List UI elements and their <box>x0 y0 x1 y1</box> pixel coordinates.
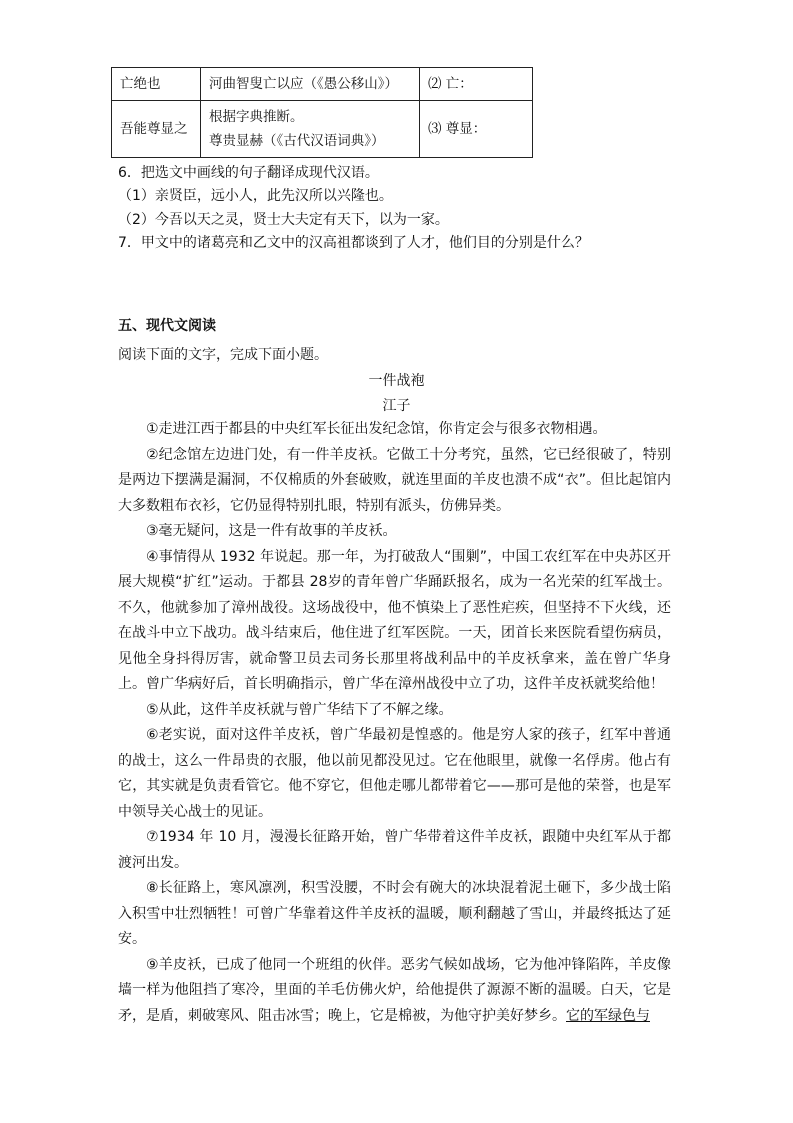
section-heading: 五、现代文阅读 <box>118 318 216 334</box>
paragraph: ①走进江西于都县的中央红军长征出发纪念馆，你肯定会与很多衣物相遇。 <box>146 421 607 437</box>
table-row <box>112 101 533 158</box>
table-cell-example: 河曲智叟亡以应（《愚公移山》） <box>201 68 420 101</box>
paragraph: ③毫无疑问，这是一件有故事的羊皮袄。 <box>146 523 397 539</box>
paragraph-text: ⑨羊皮袄，已成了他同一个班组的伙伴。恶劣气候如战场，它为他冲锋陷阵，羊皮像墙一样为他阻挡了寒冷，里面的羊毛仿佛火炉，给他提供了源源不断的温暖。白天，它是矛，是盾，刺破寒风、阻击冰雪；晚上，它是棉被，为他守护美好梦乡。 <box>118 956 671 1024</box>
example-line: 根据字典推断。 <box>209 109 304 125</box>
article-title: 一件战袍 <box>368 373 425 389</box>
table-cell-question: ⑶ 尊显： <box>420 101 533 158</box>
vocab-table <box>111 67 533 158</box>
article-author: 江子 <box>382 398 411 414</box>
example-line: 尊贵显赫（《古代汉语词典》） <box>209 133 385 149</box>
question-7: 7．甲文中的诸葛亮和乙文中的汉高祖都谈到了人才，他们目的分别是什么？ <box>118 235 589 251</box>
underlined-sentence: 它的军绿色与 <box>566 1007 650 1024</box>
question-6-item-2: （2）今吾以天之灵，贤士大夫定有天下，以为一家。 <box>118 212 449 228</box>
table-cell-example <box>201 101 420 158</box>
paragraph: ⑥老实说，面对这件羊皮袄，曾广华最初是惶惑的。他是穷人家的孩子，红军中普通的战士，这么一件昂贵的衣服，他以前见都没见过。它在他眼里，就像一名俘虏。他占有它，其实就是负责看管它。他不穿它，但他走哪儿都带着它——那可是他的荣誉，也是军中领导关心战士的见证。 <box>118 727 671 820</box>
paragraph: ⑦1934 年 10 月，漫漫长征路开始，曾广华带着这件羊皮袄，跟随中央红军从于都渡河出发。 <box>118 829 671 871</box>
question-6: 6．把选文中画线的句子翻译成现代汉语。 <box>118 165 379 181</box>
paragraph: ⑧长征路上，寒风凛冽，积雪没腰，不时会有碗大的冰块混着泥土砸下，多少战士陷入积雪中壮烈牺牲！可曾广华靠着这件羊皮袄的温暖，顺利翻越了雪山，并最终抵达了延安。 <box>118 880 671 947</box>
table-row <box>112 68 533 101</box>
table-cell-term: 亡绝也 <box>112 68 201 101</box>
question-6-item-1: （1）亲贤臣，远小人，此先汉所以兴隆也。 <box>118 188 393 204</box>
section-instruction: 阅读下面的文字，完成下面小题。 <box>118 347 328 363</box>
paragraph: ⑤从此，这件羊皮袄就与曾广华结下了不解之缘。 <box>146 701 453 718</box>
table-cell-term: 吾能尊显之 <box>112 101 201 158</box>
paragraph <box>118 953 671 1030</box>
paragraph: ②纪念馆左边进门处，有一件羊皮袄。它做工十分考究，虽然，它已经很破了，特别是两边下摆满是漏洞，不仅棉质的外套破败，就连里面的羊皮也溃不成“衣”。但比起馆内大多数粗布衣衫，它仍显得特别扎眼，特别有派头，仿佛异类。 <box>118 446 671 514</box>
paragraph: ④事情得从 1932 年说起。那一年，为打破敌人“围剿”，中国工农红军在中央苏区开展大规模“扩红”运动。于都县 28岁的青年曾广华踊跃报名，成为一名光荣的红军战士。不久，他就参加了漳州战役。这场战役中，他不慎染上了恶性疟疾，但坚持不下火线，还在战斗中立下战功。战斗结束后，他住进了红军医院。一天，团首长来医院看望伤病员，见他全身抖得厉害，就命警卫员去司务长那里将战利品中的羊皮袄拿来，盖在曾广华身上。曾广华病好后，首长明确指示，曾广华在漳州战役中立了功，这件羊皮袄就奖给他！ <box>118 548 671 692</box>
table-cell-question: ⑵ 亡： <box>420 68 533 101</box>
article-body <box>118 417 671 1029</box>
